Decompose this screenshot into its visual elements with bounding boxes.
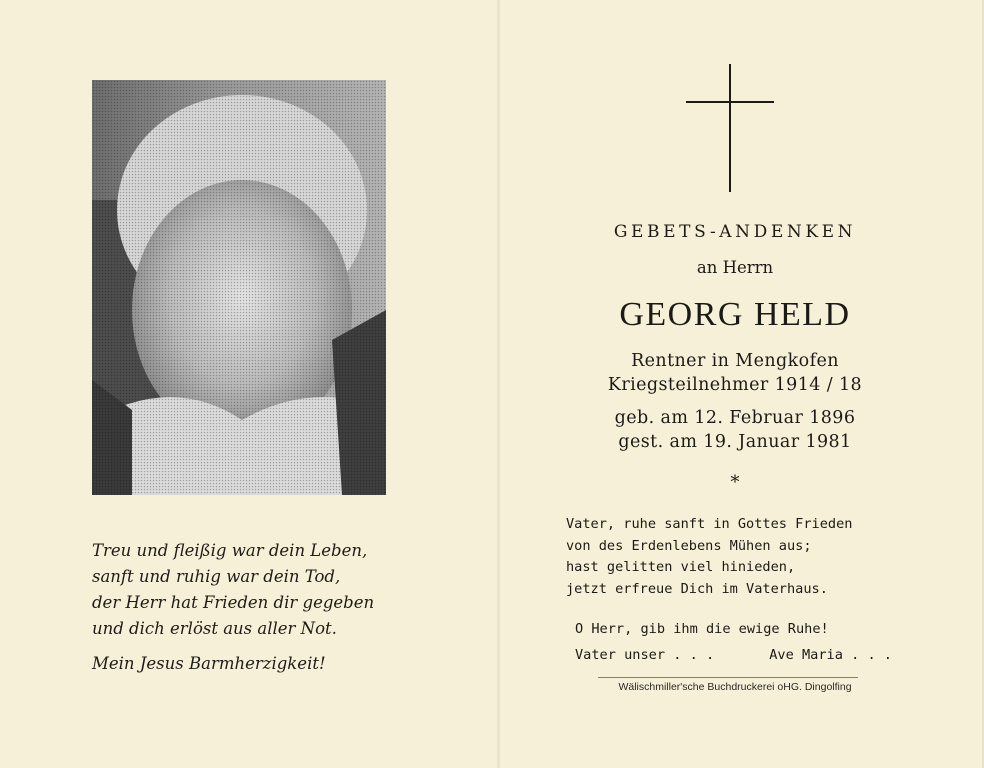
prayer-block xyxy=(575,616,905,668)
deceased-name: GEORG HELD xyxy=(619,296,851,333)
birth-date: geb. am 12. Februar 1896 xyxy=(614,408,856,428)
prayer-line: O Herr, gib ihm die ewige Ruhe! xyxy=(575,621,829,637)
verse-line: und dich erlöst aus aller Not. xyxy=(92,619,337,638)
verse-line: jetzt erfreue Dich im Vaterhaus. xyxy=(566,580,828,597)
verse-line: der Herr hat Frieden dir gegeben xyxy=(92,593,375,612)
printer-imprint: Wälischmiller'sche Buchdruckerei oHG. Dingolfing xyxy=(618,681,852,693)
verse-line: von des Erdenlebens Mühen aus; xyxy=(566,537,812,554)
prayer-vater-unser: Vater unser . . . xyxy=(575,647,715,663)
card-heading: GEBETS-ANDENKEN xyxy=(613,222,857,242)
prayer-invocations xyxy=(575,642,892,668)
verse-line: sanft und ruhig war dein Tod, xyxy=(92,567,341,586)
prayer-ave-maria: Ave Maria . . . xyxy=(769,647,892,663)
occupation: Rentner in Mengkofen xyxy=(631,351,839,371)
right-verse xyxy=(566,514,906,600)
card-fold xyxy=(497,0,500,768)
cross-icon xyxy=(686,64,774,192)
service: Kriegsteilnehmer 1914 / 18 xyxy=(607,375,863,395)
left-verse xyxy=(92,538,422,677)
portrait-photo xyxy=(92,80,386,495)
salutation: an Herrn xyxy=(696,258,774,277)
verse-line: hast gelitten viel hinieden, xyxy=(566,559,796,575)
death-date: gest. am 19. Januar 1981 xyxy=(618,432,852,452)
printer-rule xyxy=(598,677,858,678)
closing-line: Mein Jesus Barmherzigkeit! xyxy=(92,654,326,673)
portrait-photo-icon xyxy=(92,80,386,495)
verse-line: Treu und fleißig war dein Leben, xyxy=(92,541,368,560)
verse-line: Vater, ruhe sanft in Gottes Frieden xyxy=(566,516,853,532)
separator-star: * xyxy=(730,472,740,493)
